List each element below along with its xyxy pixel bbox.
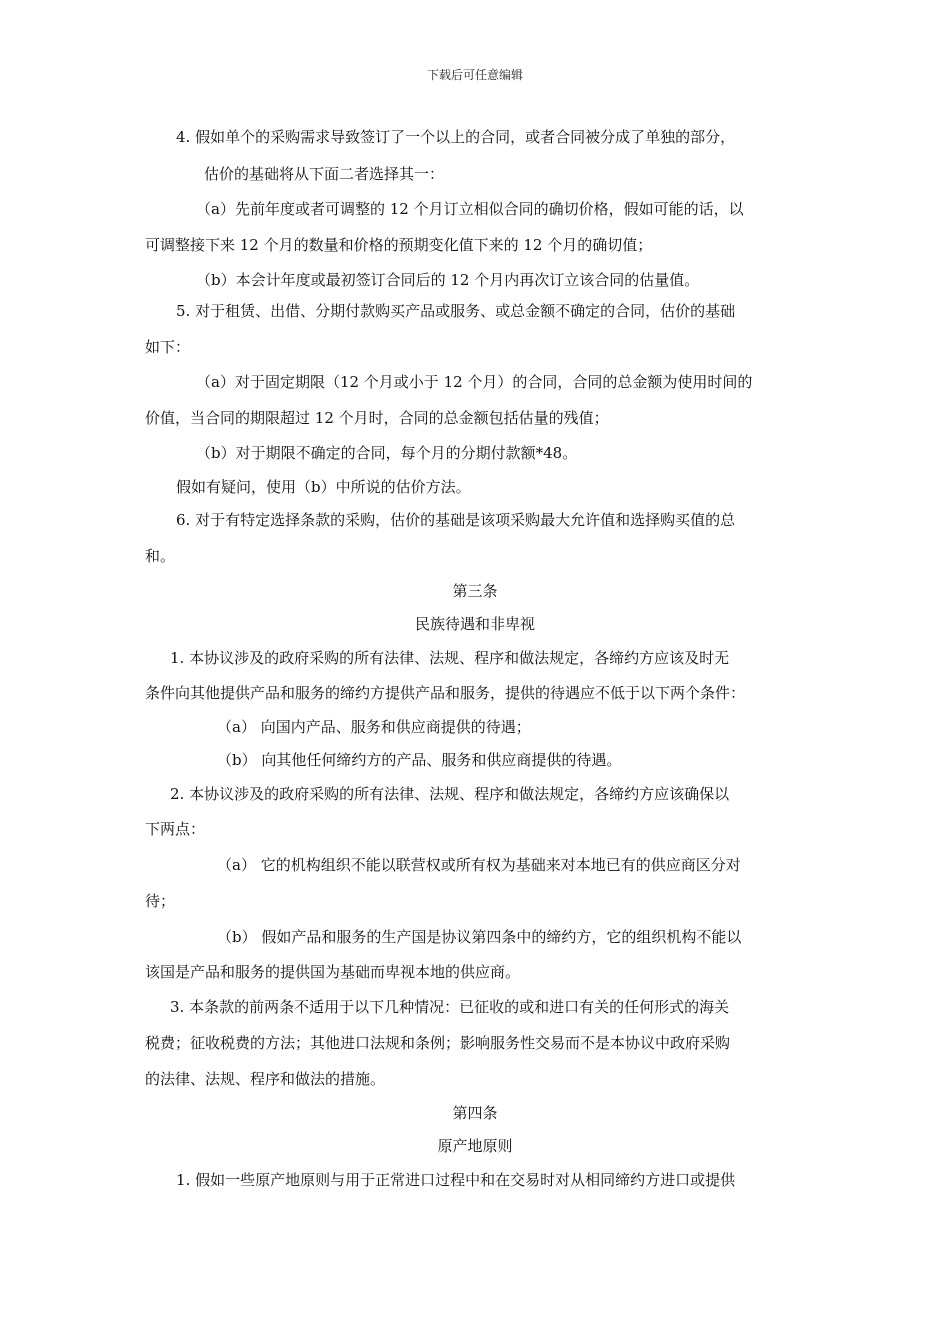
paragraph-line: （a）先前年度或者可调整的 12 个月订立相似合同的确切价格，假如可能的话，以 xyxy=(196,200,744,218)
paragraph-line: 1. 本协议涉及的政府采购的所有法律、法规、程序和做法规定，各缔约方应该及时无 xyxy=(170,649,730,667)
paragraph-line: （b） 假如产品和服务的生产国是协议第四条中的缔约方，它的组织机构不能以 xyxy=(217,928,742,946)
page-header: 下载后可任意编辑 xyxy=(426,68,523,82)
paragraph-line: 1. 假如一些原产地原则与用于正常进口过程中和在交易时对从相同缔约方进口或提供 xyxy=(176,1171,736,1189)
paragraph-line: （b） 向其他任何缔约方的产品、服务和供应商提供的待遇。 xyxy=(217,751,622,769)
paragraph-line: 和。 xyxy=(145,547,176,565)
article-title: 民族待遇和非卑视 xyxy=(414,615,535,633)
article-heading: 第四条 xyxy=(452,1104,498,1122)
paragraph-line: 如下： xyxy=(145,338,191,356)
paragraph-line: 该国是产品和服务的提供国为基础而卑视本地的供应商。 xyxy=(145,963,521,981)
paragraph-line: 3. 本条款的前两条不适用于以下几种情况：已征收的或和进口有关的任何形式的海关 xyxy=(170,998,730,1016)
paragraph-line: 2. 本协议涉及的政府采购的所有法律、法规、程序和做法规定，各缔约方应该确保以 xyxy=(170,785,730,803)
paragraph-line: 待； xyxy=(145,892,176,910)
paragraph-line: 可调整接下来 12 个月的数量和价格的预期变化值下来的 12 个月的确切值； xyxy=(145,236,653,254)
paragraph-line: 价值，当合同的期限超过 12 个月时，合同的总金额包括估量的残值； xyxy=(145,409,609,427)
paragraph-line: 下两点： xyxy=(145,820,206,838)
paragraph-line: 税费；征收税费的方法；其他进口法规和条例；影响服务性交易而不是本协议中政府采购 xyxy=(145,1034,731,1052)
paragraph-line: 4. 假如单个的采购需求导致签订了一个以上的合同，或者合同被分成了单独的部分， xyxy=(176,128,736,146)
paragraph-line: 的法律、法规、程序和做法的措施。 xyxy=(145,1070,386,1088)
paragraph-line: 假如有疑问，使用（b）中所说的估价方法。 xyxy=(176,478,471,496)
paragraph-line: （a）对于固定期限（12 个月或小于 12 个月）的合同，合同的总金额为使用时间的 xyxy=(196,373,753,391)
paragraph-line: 6. 对于有特定选择条款的采购，估价的基础是该项采购最大允许值和选择购买值的总 xyxy=(176,511,736,529)
paragraph-line: 估价的基础将从下面二者选择其一： xyxy=(204,165,445,183)
article-heading: 第三条 xyxy=(452,582,498,600)
paragraph-line: 5. 对于租赁、出借、分期付款购买产品或服务、或总金额不确定的合同，估价的基础 xyxy=(176,302,736,320)
paragraph-line: 条件向其他提供产品和服务的缔约方提供产品和服务，提供的待遇应不低于以下两个条件： xyxy=(145,684,746,702)
paragraph-line: （a） 它的机构组织不能以联营权或所有权为基础来对本地已有的供应商区分对 xyxy=(217,856,741,874)
article-title: 原产地原则 xyxy=(437,1137,513,1155)
paragraph-line: （a） 向国内产品、服务和供应商提供的待遇； xyxy=(217,718,531,736)
paragraph-line: （b）对于期限不确定的合同，每个月的分期付款额*48。 xyxy=(196,444,578,462)
paragraph-line: （b）本会计年度或最初签订合同后的 12 个月内再次订立该合同的估量值。 xyxy=(196,271,700,289)
